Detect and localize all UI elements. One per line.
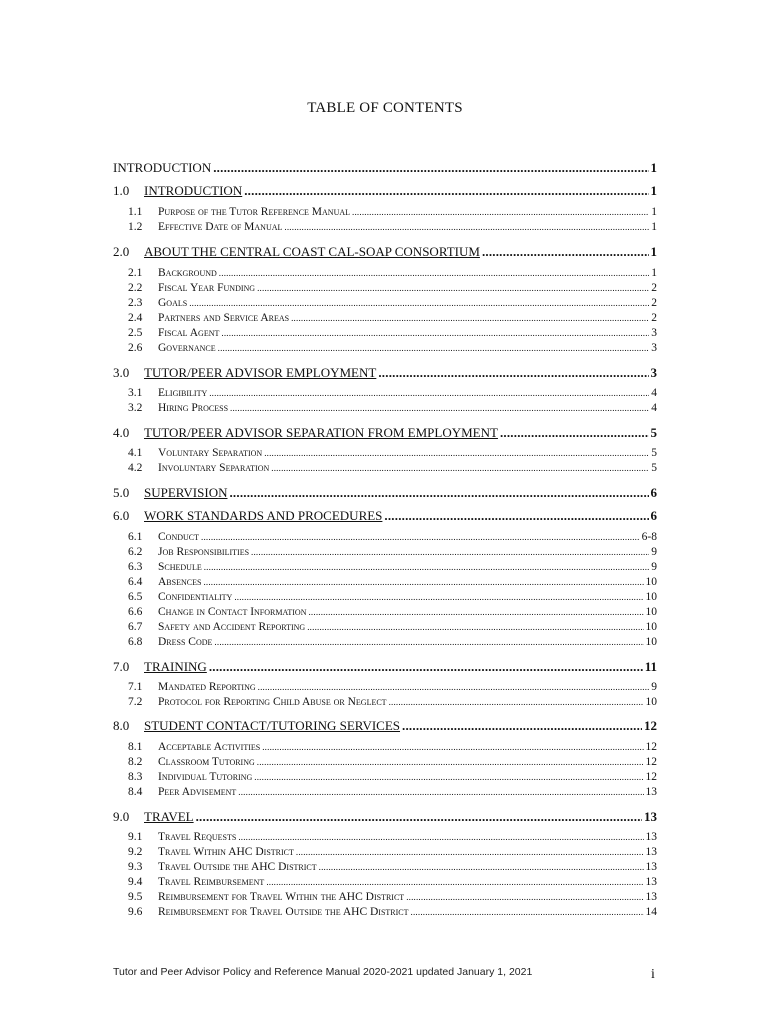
dot-leader — [284, 222, 649, 233]
page-title: TABLE OF CONTENTS — [307, 100, 463, 116]
toc-entry[interactable] — [113, 206, 657, 218]
toc-entry-number: 2.4 — [128, 312, 143, 324]
toc-entry-title: Mandated Reporting — [158, 681, 256, 693]
toc-entry-page: 3 — [651, 327, 657, 339]
toc-entry-number: 2.3 — [128, 297, 143, 309]
toc-entry-page: 14 — [645, 906, 657, 918]
toc-entry-title: Travel Outside the AHC District — [158, 861, 317, 873]
toc-entry-title: Governance — [158, 342, 216, 354]
toc-entry[interactable] — [113, 891, 657, 903]
toc-entry-title: Reimbursement for Travel Within the AHC District — [158, 891, 405, 903]
toc-entry-number: 8.4 — [128, 786, 143, 798]
dot-leader — [257, 283, 649, 294]
toc-entry-page: 13 — [645, 846, 657, 858]
toc-entry-title: INTRODUCTION — [144, 183, 243, 198]
toc-entry-number: 6.8 — [128, 636, 143, 648]
footer-text: Tutor and Peer Advisor Policy and Reference Manual 2020-2021 updated January 1, 2021 — [113, 966, 533, 978]
toc-entry[interactable] — [113, 267, 657, 279]
toc-entry-page: 13 — [645, 876, 657, 888]
dot-leader — [203, 577, 643, 588]
toc-entry-title: Peer Advisement — [158, 786, 237, 798]
toc-entry-number: 5.0 — [113, 485, 130, 500]
toc-entry-number: 2.0 — [113, 244, 130, 259]
toc-entry-page: 1 — [651, 221, 657, 233]
toc-entry-page: 1 — [651, 267, 657, 279]
dot-leader — [209, 388, 649, 399]
dot-leader — [271, 463, 649, 474]
toc-entry[interactable] — [113, 508, 657, 524]
toc-entry-title: TRAINING — [144, 659, 207, 674]
toc-entry-number: 3.2 — [128, 402, 143, 414]
toc-entry[interactable] — [113, 297, 657, 309]
toc-entry-page: 13 — [645, 831, 657, 843]
toc-entry-title: Goals — [158, 297, 188, 309]
dot-leader — [389, 697, 644, 708]
toc-entry-page: 6 — [650, 508, 657, 523]
toc-entry-number: 7.1 — [128, 681, 143, 693]
toc-entry[interactable] — [113, 402, 657, 414]
dot-leader — [352, 207, 649, 218]
toc-entry-number: 9.5 — [128, 891, 143, 903]
toc-entry-page: 11 — [644, 659, 657, 674]
dot-leader — [266, 877, 643, 888]
toc-entry[interactable] — [113, 546, 657, 558]
toc-entry-page: 9 — [651, 546, 657, 558]
toc-entry-title: Absences — [158, 576, 202, 588]
toc-entry[interactable] — [113, 244, 657, 260]
dot-leader — [201, 532, 640, 543]
dot-leader — [229, 485, 648, 501]
dot-leader — [238, 832, 643, 843]
toc-entry-title: Acceptable Activities — [158, 741, 261, 753]
toc-entry-page: 9 — [651, 561, 657, 573]
toc-entry-title: Confidentiality — [158, 591, 233, 603]
dot-leader — [214, 637, 643, 648]
toc-entry-page: 2 — [651, 312, 657, 324]
toc-entry-number: 4.2 — [128, 462, 143, 474]
toc-entry-number: 6.4 — [128, 576, 143, 588]
toc-entry[interactable] — [113, 741, 657, 753]
toc-entry-page: 12 — [645, 771, 657, 783]
dot-leader — [406, 892, 643, 903]
toc-entry-number: 3.0 — [113, 365, 130, 380]
dot-leader — [402, 718, 642, 734]
toc-entry[interactable] — [113, 831, 657, 843]
toc-entry-title: Classroom Tutoring — [158, 756, 255, 768]
dot-leader — [258, 682, 650, 693]
toc-entry-page: 10 — [645, 591, 657, 603]
toc-entry[interactable] — [113, 636, 657, 648]
toc-entry[interactable] — [113, 462, 657, 474]
toc-entry-title: Dress Code — [158, 636, 213, 648]
toc-entry[interactable] — [113, 425, 657, 441]
toc-entry[interactable] — [113, 861, 657, 873]
footer-page-number: i — [651, 967, 655, 982]
toc-entry-title: Protocol for Reporting Child Abuse or Neglect — [158, 696, 387, 708]
toc-entry-number: 6.5 — [128, 591, 143, 603]
toc-entry-page: 9 — [651, 681, 657, 693]
dot-leader — [221, 328, 649, 339]
toc-entry-page: 10 — [645, 636, 657, 648]
toc-entry[interactable] — [113, 531, 657, 543]
toc-entry-number: 4.0 — [113, 425, 130, 440]
toc-entry-page: 5 — [650, 425, 657, 440]
toc-entry-number: 3.1 — [128, 387, 143, 399]
dot-leader — [251, 547, 649, 558]
toc-entry-title: Fiscal Year Funding — [158, 282, 256, 294]
toc-entry-page: 1 — [650, 160, 657, 175]
toc-entry[interactable] — [113, 771, 657, 783]
toc-entry-title: Voluntary Separation — [158, 447, 263, 459]
toc-entry-page: 5 — [651, 462, 657, 474]
toc-entry[interactable] — [113, 342, 657, 354]
toc-entry-page: 4 — [651, 387, 657, 399]
toc-entry-title: Individual Tutoring — [158, 771, 253, 783]
toc-entry-number: 9.0 — [113, 809, 130, 824]
dot-leader — [264, 448, 649, 459]
dot-leader — [213, 160, 648, 176]
toc-entry-title: Travel Within AHC District — [158, 846, 294, 858]
toc-entry-title: Reimbursement for Travel Outside the AHC District — [158, 906, 409, 918]
toc-entry-number: 6.3 — [128, 561, 143, 573]
toc-entry-number: 7.0 — [113, 659, 130, 674]
toc-entry-number: 4.1 — [128, 447, 143, 459]
toc-entry-title: Job Responsibilities — [158, 546, 250, 558]
toc-entry[interactable] — [113, 659, 657, 675]
toc-entry[interactable] — [113, 282, 657, 294]
toc-entry[interactable] — [113, 606, 657, 618]
toc-entry-title: SUPERVISION — [144, 485, 228, 500]
toc-entry-title: Fiscal Agent — [158, 327, 220, 339]
toc-entry-page: 5 — [651, 447, 657, 459]
toc-entry-title: ABOUT THE CENTRAL COAST CAL-SOAP CONSORTIUM — [144, 244, 480, 259]
toc-entry-number: 2.1 — [128, 267, 143, 279]
dot-leader — [411, 907, 644, 918]
dot-leader — [500, 425, 649, 441]
toc-entry-title: WORK STANDARDS AND PROCEDURES — [144, 508, 383, 523]
toc-entry[interactable] — [113, 387, 657, 399]
toc-entry-title: Effective Date of Manual — [158, 221, 283, 233]
toc-entry-number: 1.2 — [128, 221, 143, 233]
toc-entry-title: Safety and Accident Reporting — [158, 621, 306, 633]
toc-entry-title: Change in Contact Information — [158, 606, 307, 618]
toc-entry-title: Travel Reimbursement — [158, 876, 265, 888]
dot-leader — [378, 365, 648, 381]
toc-entry-number: 1.0 — [113, 183, 130, 198]
dot-leader — [257, 757, 644, 768]
dot-leader — [244, 183, 648, 199]
toc-entry-page: 10 — [645, 576, 657, 588]
toc-entry-number: 9.3 — [128, 861, 143, 873]
dot-leader — [234, 592, 643, 603]
toc-entry-page: 10 — [645, 621, 657, 633]
toc-entry-number: 2.6 — [128, 342, 143, 354]
toc-entry[interactable] — [113, 756, 657, 768]
toc-entry-number: 2.2 — [128, 282, 143, 294]
toc-entry-number: 8.1 — [128, 741, 143, 753]
toc-entry[interactable] — [113, 485, 657, 501]
toc-entry-page: 2 — [651, 297, 657, 309]
toc-entry-number: 7.2 — [128, 696, 143, 708]
dot-leader — [189, 298, 649, 309]
toc-entry-number: 1.1 — [128, 206, 143, 218]
toc-entry[interactable] — [113, 561, 657, 573]
dot-leader — [319, 862, 644, 873]
toc-entry[interactable] — [113, 621, 657, 633]
toc-entry-page: 3 — [650, 365, 657, 380]
toc-entry[interactable] — [113, 696, 657, 708]
toc-entry-title: TRAVEL — [144, 809, 194, 824]
toc-entry-page: 13 — [645, 786, 657, 798]
toc-entry[interactable] — [113, 786, 657, 798]
toc-entry[interactable] — [113, 327, 657, 339]
toc-entry-number: 2.5 — [128, 327, 143, 339]
dot-leader — [219, 268, 649, 279]
toc-entry[interactable] — [113, 876, 657, 888]
toc-entry-number: 6.6 — [128, 606, 143, 618]
toc-entry-page: 13 — [645, 891, 657, 903]
toc-entry-page: 1 — [650, 244, 657, 259]
toc-entry[interactable] — [113, 576, 657, 588]
toc-entry-number: 6.2 — [128, 546, 143, 558]
dot-leader — [482, 244, 649, 260]
dot-leader — [308, 607, 643, 618]
toc-entry-title: Hiring Process — [158, 402, 229, 414]
toc-entry[interactable] — [113, 183, 657, 199]
toc-entry[interactable] — [113, 906, 657, 918]
toc-entry-title: Travel Requests — [158, 831, 237, 843]
dot-leader — [307, 622, 643, 633]
dot-leader — [291, 313, 649, 324]
toc-entry[interactable] — [113, 591, 657, 603]
dot-leader — [230, 403, 649, 414]
dot-leader — [209, 659, 643, 675]
dot-leader — [238, 787, 643, 798]
toc-entry-title: Partners and Service Areas — [158, 312, 290, 324]
dot-leader — [262, 742, 643, 753]
toc-entry-page: 6-8 — [641, 531, 657, 543]
toc-entry[interactable] — [113, 718, 657, 734]
toc-entry[interactable] — [113, 365, 657, 381]
toc-entry[interactable] — [113, 221, 657, 233]
toc-entry[interactable] — [113, 312, 657, 324]
dot-leader — [196, 809, 642, 825]
toc-entry-page: 12 — [645, 741, 657, 753]
toc-entry-title: Involuntary Separation — [158, 462, 270, 474]
toc-entry[interactable] — [113, 681, 657, 693]
toc-entry-number: 9.4 — [128, 876, 143, 888]
toc-entry-page: 2 — [651, 282, 657, 294]
toc-entry-title: TUTOR/PEER ADVISOR EMPLOYMENT — [144, 365, 377, 380]
toc-entry-title: STUDENT CONTACT/TUTORING SERVICES — [144, 718, 401, 733]
dot-leader — [204, 562, 650, 573]
toc-entry-page: 1 — [650, 183, 657, 198]
toc-entry-title: Schedule — [158, 561, 202, 573]
toc-entry-title: INTRODUCTION — [113, 160, 212, 175]
toc-entry-page: 3 — [651, 342, 657, 354]
toc-entry-page: 12 — [644, 718, 657, 733]
toc-entry-number: 9.1 — [128, 831, 143, 843]
toc-entry[interactable] — [113, 809, 657, 825]
toc-entry-number: 9.2 — [128, 846, 143, 858]
toc-entry-title: TUTOR/PEER ADVISOR SEPARATION FROM EMPLOYMENT — [144, 425, 498, 440]
toc-entry-number: 6.7 — [128, 621, 143, 633]
toc-entry[interactable] — [113, 846, 657, 858]
toc-entry[interactable] — [113, 160, 657, 176]
toc-entry-page: 13 — [644, 809, 657, 824]
toc-entry[interactable] — [113, 447, 657, 459]
toc-entry-page: 6 — [650, 485, 657, 500]
toc-entry-number: 6.1 — [128, 531, 143, 543]
toc-entry-title: Background — [158, 267, 217, 279]
toc-entry-page: 1 — [651, 206, 657, 218]
toc-entry-page: 10 — [645, 606, 657, 618]
toc-entry-number: 6.0 — [113, 508, 130, 523]
dot-leader — [296, 847, 644, 858]
dot-leader — [384, 508, 648, 524]
toc-entry-title: Eligibility — [158, 387, 208, 399]
dot-leader — [218, 343, 650, 354]
toc-entry-page: 10 — [645, 696, 657, 708]
dot-leader — [254, 772, 643, 783]
toc-entry-number: 9.6 — [128, 906, 143, 918]
toc-entry-page: 4 — [651, 402, 657, 414]
toc-entry-number: 8.3 — [128, 771, 143, 783]
toc-entry-page: 12 — [645, 756, 657, 768]
toc-entry-number: 8.2 — [128, 756, 143, 768]
toc-entry-number: 8.0 — [113, 718, 130, 733]
toc-entry-title: Conduct — [158, 531, 200, 543]
toc-entry-title: Purpose of the Tutor Reference Manual — [158, 206, 351, 218]
toc-entry-page: 13 — [645, 861, 657, 873]
